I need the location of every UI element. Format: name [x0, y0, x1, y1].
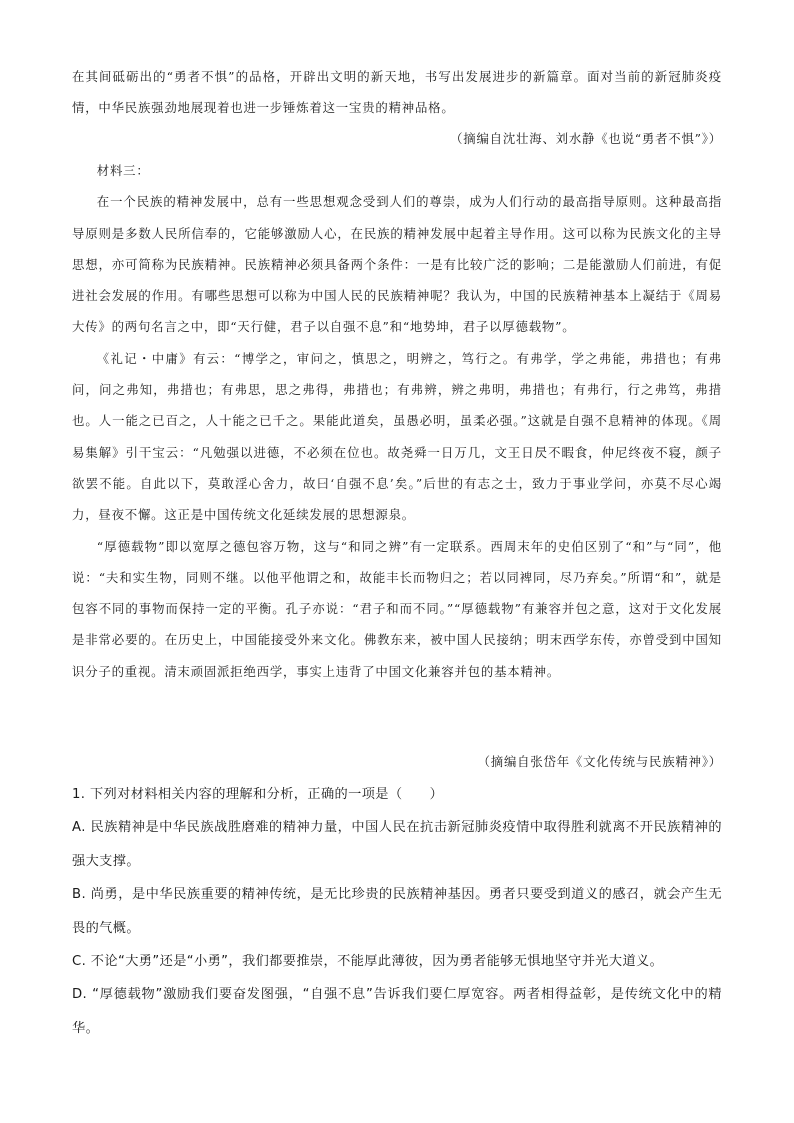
question-1-option-b: B. 尚勇，是中华民族重要的精神传统，是无比珍贵的民族精神基因。勇者只要受到道义的感召，就会产生无畏的气概。 — [72, 887, 722, 936]
question-1-stem: 1. 下列对材料相关内容的理解和分析，正确的一项是（ ） — [72, 787, 444, 802]
material-2-tail-paragraph: 在其间砥砺出的“勇者不惧”的品格，开辟出文明的新天地，书写出发展进步的新篇章。面对当前的新冠肺炎疫情，中华民族强劲地展现着也进一步锤炼着这一宝贵的精神品格。 — [72, 69, 722, 116]
material-3 — [72, 155, 722, 687]
material-3-paragraph-2: 《礼记・中庸》有云：“博学之，审问之，慎思之，明辨之，笃行之。有弗学，学之弗能，弗措也；有弗问，问之弗知，弗措也；有弗思，思之弗得，弗措也；有弗辨，辨之弗明，弗措也；有弗行，行之弗笃，弗措也。人一能之已百之，人十能之已千之。果能此道矣，虽愚必明，虽柔必强。”这就是自强不息精神的体现。《周易集解》引干宝云：“凡勉强以进德，不必须在位也。故尧舜一日万几，文王日昃不暇食，仲尼终夜不寝，颜子欲罢不能。自此以下，莫敢淫心舍力，故曰‘自强不息’矣。”后世的有志之士，致力于事业学问，亦莫不尽心竭力，昼夜不懈。这正是中国传统文化延续发展的思想源泉。 — [72, 350, 722, 523]
material-3-source: （摘编自张岱年《文化传统与民族精神》） — [477, 754, 722, 769]
material-2-source: （摘编自沈壮海、刘水静《也说“勇者不惧”》） — [450, 131, 722, 146]
question-1-option-a: A. 民族精神是中华民族战胜磨难的精神力量，中国人民在抗击新冠肺炎疫情中取得胜利就离不开民族精神的强大支撑。 — [72, 820, 722, 869]
material-3-paragraph-1: 在一个民族的精神发展中，总有一些思想观念受到人们的尊崇，成为人们行动的最高指导原则。这种最高指导原则是多数人民所信奉的，它能够激励人心，在民族的精神发展中起着主导作用。这可以称为民族文化的主导思想，亦可简称为民族精神。民族精神必须具备两个条件：一是有比较广泛的影响；二是能激励人们前进，有促进社会发展的作用。有哪些思想可以称为中国人民的民族精神呢？我认为，中国的民族精神基本上凝结于《周易大传》的两句名言之中，即“天行健，君子以自强不息”和“地势坤，君子以厚德载物”。 — [72, 194, 722, 335]
material-3-title: 材料三： — [96, 163, 150, 178]
question-1 — [72, 778, 722, 1045]
material-2-ending — [72, 61, 722, 124]
question-1-option-d: D. “厚德载物”激励我们要奋发图强，“自强不息”告诉我们要仁厚宽容。两者相得益彰，是传统文化中的精华。 — [72, 987, 722, 1036]
material-3-paragraph-3: “厚德载物”即以宽厚之德包容万物，这与“和同之辨”有一定联系。西周末年的史伯区别了“和”与“同”，他说：“夫和实生物，同则不继。以他平他谓之和，故能丰长而物归之；若以同裨同，尽乃弃矣。”所谓“和”，就是包容不同的事物而保持一定的平衡。孔子亦说：“君子和而不同。”“厚德载物”有兼容并包之意，这对于文化发展是非常必要的。在历史上，中国能接受外来文化。佛教东来，被中国人民接纳；明末西学东传，亦曾受到中国知识分子的重视。清末顽固派拒绝西学，事实上违背了中国文化兼容并包的基本精神。 — [72, 538, 722, 679]
question-1-option-c: C. 不论“大勇”还是“小勇”，我们都要推崇，不能厚此薄彼，因为勇者能够无惧地坚守并光大道义。 — [72, 954, 664, 970]
